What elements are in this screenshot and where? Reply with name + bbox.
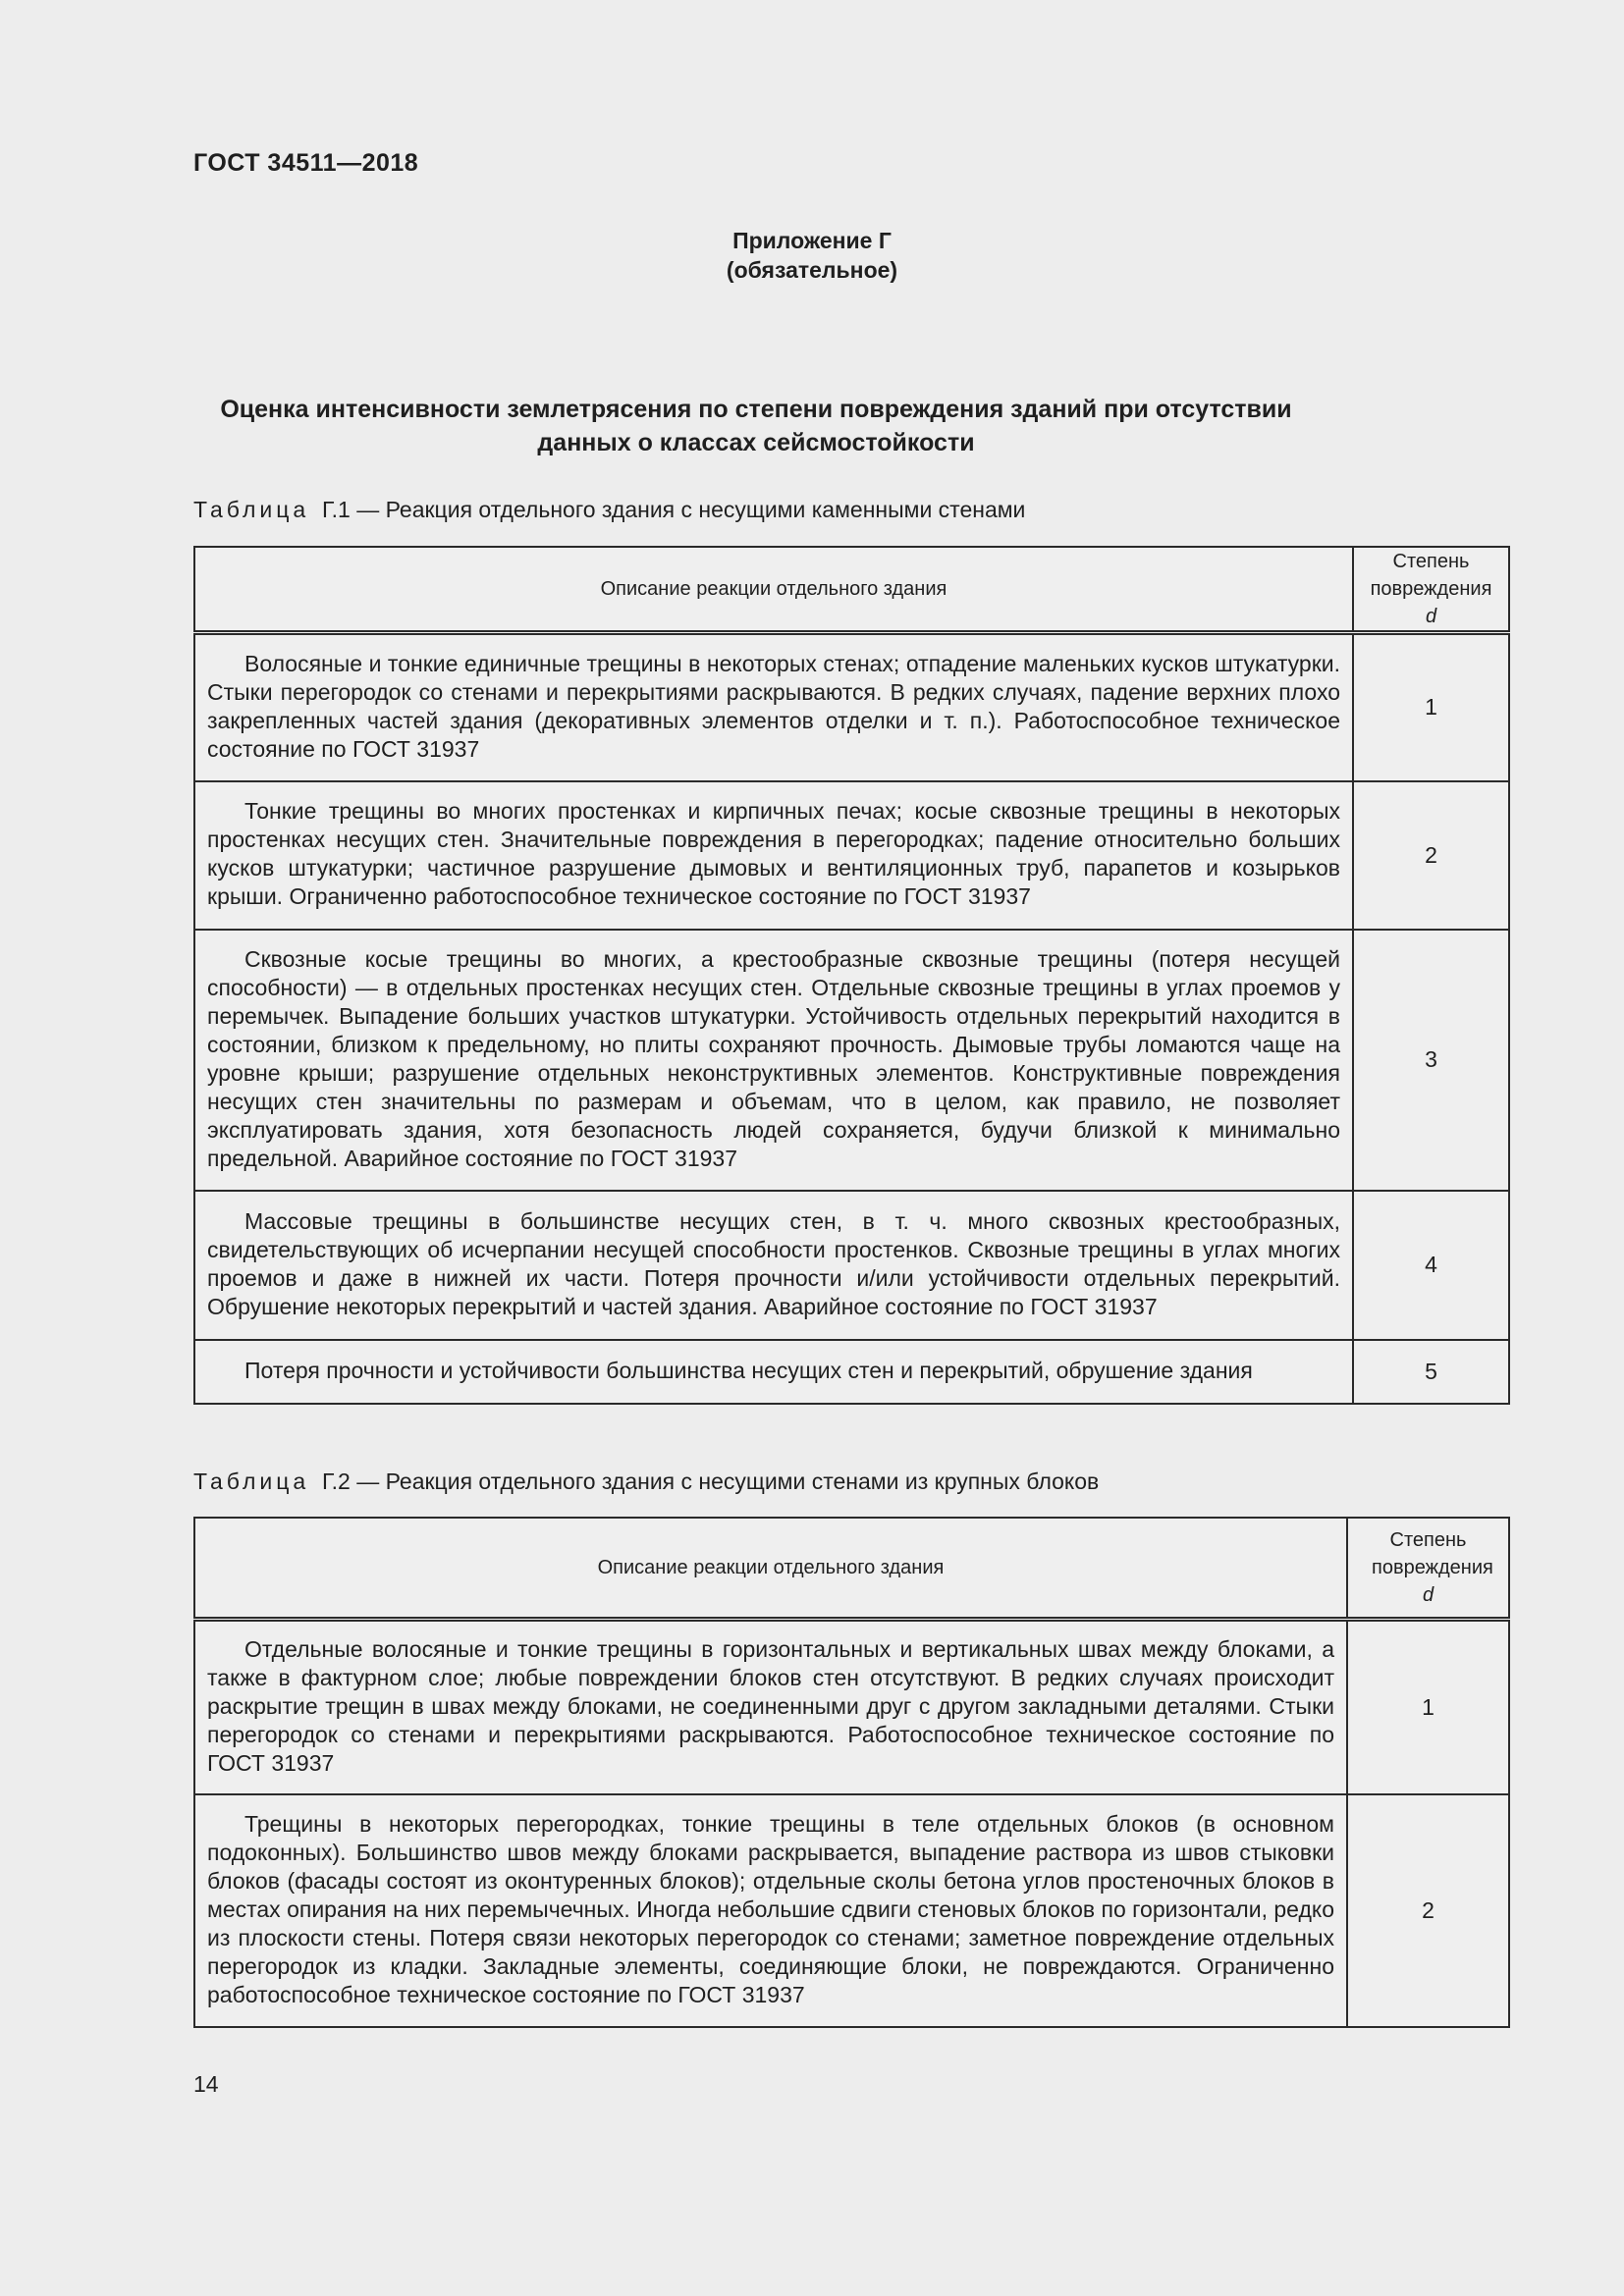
table1-header-row: [194, 547, 1509, 633]
table1-header-description: Описание реакции отдельного здания: [194, 547, 1353, 633]
table-row: [194, 1191, 1509, 1340]
row-description: Потеря прочности и устойчивости большинства несущих стен и перекрытий, обрушение здания: [244, 1357, 1253, 1383]
row-description: Массовые трещины в большинстве несущих стен, в т. ч. много сквозных крестообразных, свидетельствующих об исчерпании несущей способности простенков. Сквозные трещины в углах многих проемов и даже в нижней их части. Потеря прочности и/или устойчивости отдельных перекрытий. Обрушение некоторых перекрытий и частей здания. Аварийное состояние по ГОСТ 31937: [207, 1207, 1340, 1319]
table-row: [194, 930, 1509, 1191]
table-row: [194, 1619, 1509, 1794]
row-description-cell: [194, 1619, 1347, 1794]
table2-body: [194, 1619, 1509, 2027]
table1-caption: [193, 497, 1025, 523]
table2: [193, 1517, 1510, 2028]
row-damage-degree: 2: [1347, 1794, 1509, 2027]
row-description-cell: [194, 1794, 1347, 2027]
table2-header-degree-var: d: [1422, 1583, 1435, 1606]
appendix-title: Приложение Г: [732, 228, 892, 253]
appendix-subtitle: (обязательное): [726, 257, 898, 283]
table1: [193, 546, 1510, 1405]
table2-header-row: [194, 1518, 1509, 1619]
table-row: [194, 781, 1509, 930]
table2-caption-text: Г.2 — Реакция отдельного здания с несущими стенами из крупных блоков: [321, 1468, 1100, 1494]
row-description: Отдельные волосяные и тонкие трещины в горизонтальных и вертикальных швах между блоками, а также в фактурном слое; любые повреждении блоков стен отсутствуют. В редких случаях происходит раскрытие трещин в швах между блоками, не соединенными друг с другом закладными деталями. Стыки перегородок со стенами и перекрытиями раскрываются. Работоспособное техническое состояние по ГОСТ 31937: [207, 1635, 1334, 1776]
table2-header-degree: Степень повреждения d: [1347, 1518, 1509, 1619]
table1-header-degree: Степень повреждения d: [1353, 547, 1509, 633]
table2-caption-prefix: Таблица: [193, 1468, 310, 1494]
table2-caption: [193, 1468, 1099, 1495]
row-description-cell: [194, 633, 1353, 781]
table-row: [194, 633, 1509, 781]
section-title: Оценка интенсивности землетрясения по степени повреждения зданий при отсутствии данных о классах сейсмостойкости: [220, 396, 1292, 456]
row-description: Трещины в некоторых перегородках, тонкие трещины в теле отдельных блоков (в основном подоконных). Большинство швов между блоками раскрывается, выпадение раствора из швов стыковки блоков (фасады состоят из оконтуренных блоков); отдельные сколы бетона углов простеночных блоков в местах опирания на них перемычечных. Иногда небольшие сдвиги стеновых блоков по горизонтали, редко из плоскости стены. Потеря связи некоторых перегородок со стенами; заметное повреждение отдельных перегородок из кладки. Закладные элементы, соединяющие блоки, не повреждаются. Ограниченно работоспособное техническое состояние по ГОСТ 31937: [207, 1811, 1334, 2007]
row-description-cell: [194, 1340, 1353, 1404]
row-description: Сквозные косые трещины во многих, а крестообразные сквозные трещины (потеря несущей способности) — в отдельных простенках несущих стен. Отдельные сквозные трещины в углах проемов у перемычек. Выпадение больших участков штукатурки. Устойчивость отдельных перекрытий находится в состоянии, близком к предельному, но плиты сохраняют прочность. Дымовые трубы ломаются чаще на уровне крыши; разрушение отдельных неконструктивных элементов. Конструктивные повреждения несущих стен значительны по размерам и объемам, что в целом, как правило, не позволяет эксплуатировать здания, хотя безопасность людей сохраняется, будучи близкой к минимально предельной. Аварийное состояние по ГОСТ 31937: [207, 945, 1340, 1171]
row-description-cell: [194, 781, 1353, 930]
table1-header-degree-var: d: [1425, 606, 1437, 627]
row-damage-degree: 5: [1353, 1340, 1509, 1404]
row-description: Тонкие трещины во многих простенках и кирпичных печах; косые сквозные трещины в некоторых простенках несущих стен. Значительные повреждения в перегородках; падение относительно больших кусков штукатурки; частичное разрушение дымовых и вентиляционных труб, парапетов и козырьков крыши. Ограниченно работоспособное техническое состояние по ГОСТ 31937: [207, 798, 1340, 909]
table1-caption-text: Г.1 — Реакция отдельного здания с несущими каменными стенами: [321, 497, 1026, 522]
table-row: [194, 1340, 1509, 1404]
table-row: [194, 1794, 1509, 2027]
table1-caption-prefix: Таблица: [193, 497, 310, 522]
row-description: Волосяные и тонкие единичные трещины в некоторых стенах; отпадение маленьких кусков штукатурки. Стыки перегородок со стенами и перекрытиями раскрываются. В редких случаях, падение верхних плохо закрепленных частей здания (декоративных элементов отделки и т. п.). Работоспособное техническое состояние по ГОСТ 31937: [207, 650, 1340, 762]
row-damage-degree: 4: [1353, 1191, 1509, 1340]
table2-header-description: Описание реакции отдельного здания: [194, 1518, 1347, 1619]
row-damage-degree: 3: [1353, 930, 1509, 1191]
appendix-heading: [0, 226, 1624, 285]
row-damage-degree: 2: [1353, 781, 1509, 930]
row-damage-degree: 1: [1347, 1619, 1509, 1794]
row-damage-degree: 1: [1353, 633, 1509, 781]
document-id-header: ГОСТ 34511—2018: [193, 149, 419, 177]
row-description-cell: [194, 1191, 1353, 1340]
table1-body: [194, 633, 1509, 1404]
page-number: 14: [193, 2071, 219, 2097]
row-description-cell: [194, 930, 1353, 1191]
